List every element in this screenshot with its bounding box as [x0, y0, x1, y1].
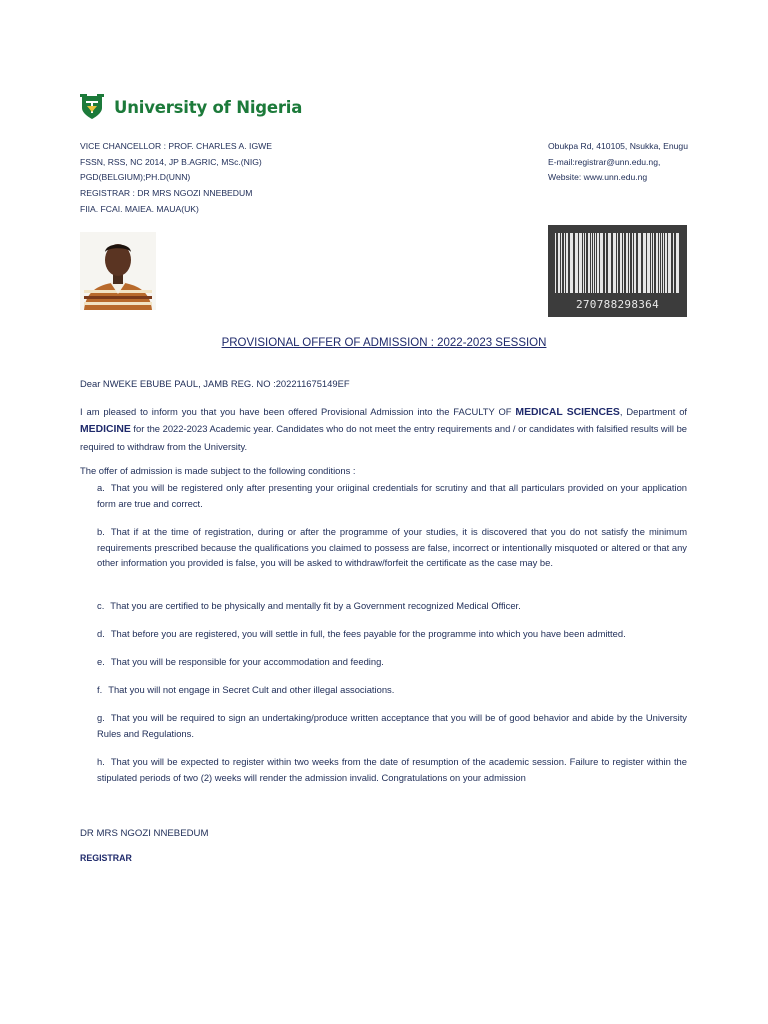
condition-item: [97, 598, 687, 614]
faculty-name: MEDICAL SCIENCES: [515, 407, 620, 418]
condition-letter: b.: [97, 526, 105, 537]
condition-text: That before you are registered, you will settle in full, the fees payable for the programme into which you have been admitted.: [110, 628, 626, 639]
condition-letter: c.: [97, 600, 105, 611]
salutation: Dear NWEKE EBUBE PAUL, JAMB REG. NO :202211675149EF: [80, 378, 350, 389]
registrar-line: REGISTRAR : DR MRS NGOZI NNEBEDUM: [80, 188, 253, 199]
condition-text: That you will be responsible for your accommodation and feeding.: [110, 656, 384, 667]
passport-photo: [80, 232, 156, 310]
condition-text: That you are certified to be physically and mentally fit by a Government recognized Medical Officer.: [110, 600, 521, 611]
condition-letter: h.: [97, 756, 105, 767]
letter-title: PROVISIONAL OFFER OF ADMISSION : 2022-2023 SESSION: [221, 337, 547, 349]
offer-paragraph: [80, 404, 687, 455]
conditions-intro: The offer of admission is made subject to the following conditions :: [80, 465, 356, 476]
condition-item: [97, 710, 687, 741]
person-photo-icon: [80, 232, 156, 310]
contact-info: [548, 139, 688, 186]
condition-letter: g.: [97, 712, 105, 723]
condition-item: [97, 654, 687, 670]
barcode-bars-icon: [548, 225, 687, 295]
university-crest-icon: [80, 94, 104, 120]
vc-credentials-line: FSSN, RSS, NC 2014, JP B.AGRIC, MSc.(NIG): [80, 156, 262, 167]
condition-letter: d.: [97, 628, 105, 639]
offer-text-1: I am pleased to inform you that you have been offered Provisional Admission into the FACULTY OF: [80, 406, 512, 417]
address-line: Obukpa Rd, 410105, Nsukka, Enugu: [548, 141, 688, 151]
barcode: [548, 225, 687, 317]
condition-text: That you will not engage in Secret Cult and other illegal associations.: [108, 684, 395, 695]
website-line: Website: www.unn.edu.ng: [548, 172, 648, 183]
barcode-number: 270788298364: [575, 298, 660, 311]
condition-item: [97, 754, 687, 785]
signatory-title: REGISTRAR: [80, 853, 132, 863]
registrar-credentials-line: FIIA. FCAI. MAIEA. MAUA(UK): [80, 203, 199, 214]
condition-letter: a.: [97, 482, 105, 493]
signatory-name: DR MRS NGOZI NNEBEDUM: [80, 828, 209, 839]
condition-letter: f.: [97, 684, 103, 695]
condition-text: That you will be expected to register within two weeks from the date of resumption of the academic session. Failure to register within the stipulated periods of two (2) weeks will render the admission invalid. Congratulations on your admission: [97, 756, 687, 783]
condition-item: [97, 524, 687, 571]
condition-item: [97, 480, 687, 511]
condition-text: That you will be registered only after presenting your oriiginal credentials for scrutiny and that all particulars provided on your application form are true and correct.: [97, 482, 687, 509]
department-name: MEDICINE: [80, 424, 131, 436]
university-name: University of Nigeria: [114, 97, 303, 117]
offer-text-3: for the 2022-2023 Academic year. Candidates who do not meet the entry requirements and / or candidates with falsified results will be required to withdraw from the University.: [80, 423, 687, 452]
university-logo: [80, 94, 302, 120]
offer-text-2: , Department of: [619, 406, 688, 417]
condition-text: That if at the time of registration, during or after the programme of your studies, it is discovered that you do not satisfy the minimum requirements prescribed because the qualifications you claimed to possess are false, incorrect or intentionally misquoted or altered or that any other information you provided is false, you will be asked to withdraw/forfeit the certificate as the case may be.: [97, 526, 687, 569]
email-line: E-mail:registrar@unn.edu.ng,: [548, 156, 661, 167]
vc-degrees-line: PGD(BELGIUM);PH.D(UNN): [80, 172, 191, 183]
condition-text: That you will be required to sign an undertaking/produce written acceptance that you will be of good behavior and abide by the University Rules and Regulations.: [97, 712, 687, 739]
condition-item: [97, 682, 687, 698]
officials-info: [80, 139, 272, 218]
condition-letter: e.: [97, 656, 105, 667]
condition-item: [97, 626, 687, 642]
vice-chancellor-line: VICE CHANCELLOR : PROF. CHARLES A. IGWE: [80, 141, 272, 151]
